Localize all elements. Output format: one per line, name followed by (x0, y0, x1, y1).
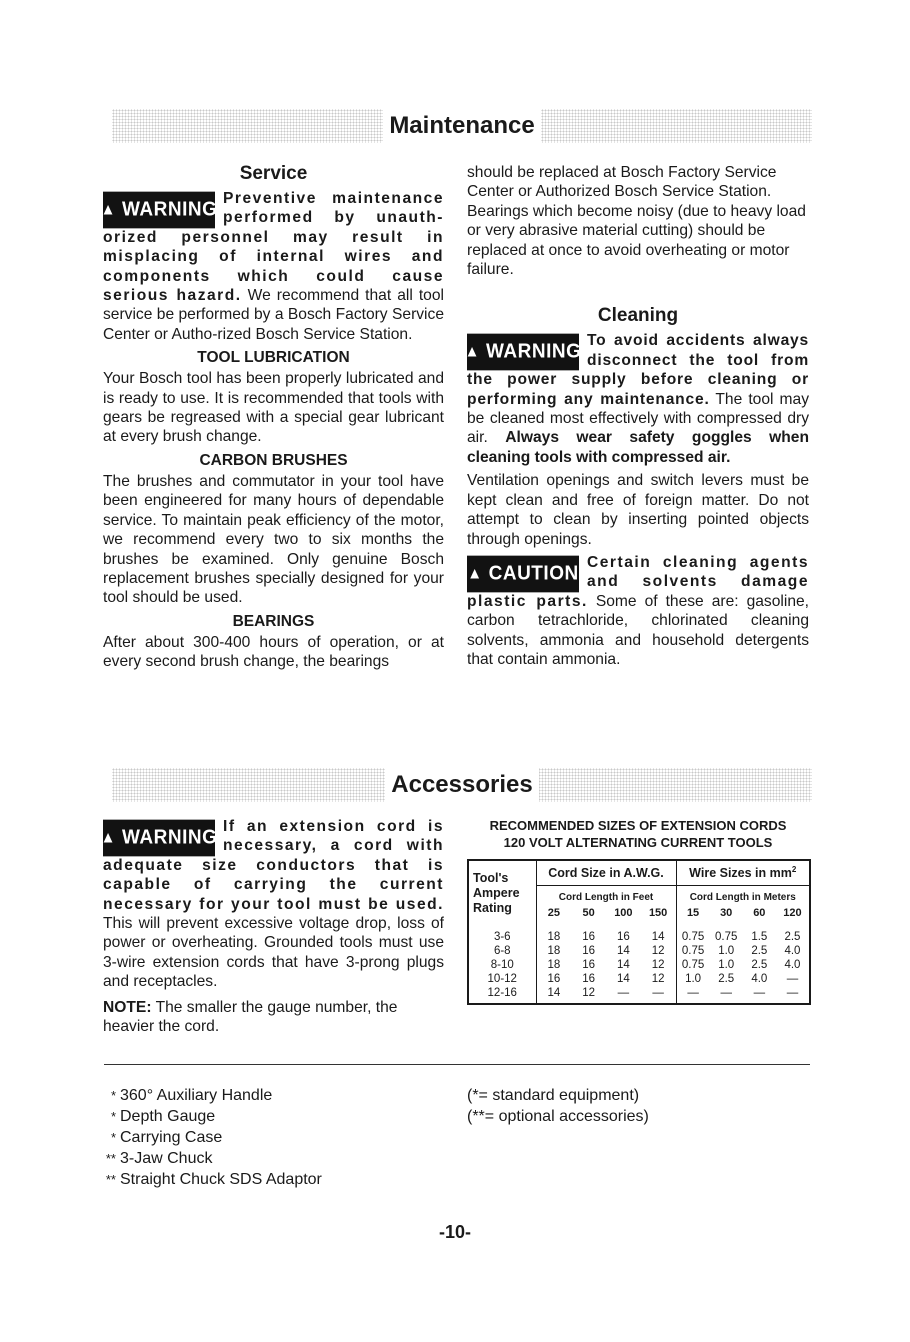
accessory-item (98, 1085, 322, 1106)
meters-value: 15 (686, 907, 700, 919)
accessory-mark: * (110, 1109, 116, 1124)
warning-triangle-icon: ▲ (100, 200, 117, 219)
cord-table (467, 859, 811, 1005)
cord-table-title-2: 120 VOLT ALTERNATING CURRENT TOOLS (503, 835, 773, 850)
awg-cells (536, 971, 676, 985)
amps-cell: 6-8 (493, 945, 511, 957)
tool-ampere-header: Tool's Ampere Rating (473, 871, 520, 915)
mm-value: 1.0 (685, 973, 702, 985)
awg-value: — (617, 987, 630, 999)
lubrication-body: Your Bosch tool has been properly lubricated and is ready to use. It is recommended that tools with gears be regreased with a special gear lubricant at every brush change. (103, 370, 444, 446)
bearings-body: After about 300-400 hours of operation, or at every second brush change, the bearings (103, 633, 444, 671)
caution-body: Some of these are: gasoline, carbon tetrachloride, chlorinated cleaning solvents, ammonia and household detergents that contain ammonia. (467, 592, 809, 668)
extension-body: This will prevent excessive voltage drop, loss of power or overheating. Grounded tools must use 3-wire extension cords that have 3-prong plugs and receptacles. (103, 915, 444, 991)
amps-cell: 10-12 (487, 973, 517, 985)
accessory-name: Carrying Case (120, 1129, 223, 1146)
awg-cells (536, 923, 676, 943)
mm-value: 0.75 (681, 959, 705, 971)
mm-value: 0.75 (681, 945, 705, 957)
cord-table-block (467, 817, 809, 1005)
mm-cells (676, 943, 810, 957)
cleaning-warning-text: To avoid accidents always disconnect the tool from the power supply before cleaning or performing any maintenance. (467, 332, 809, 408)
caution-label: ▲ CAUTION (467, 556, 579, 593)
accessory-item (98, 1169, 322, 1190)
accessory-list (98, 1085, 322, 1190)
cleaning-body-1: The tool may be cleaned most effectively with compressed dry air. (467, 390, 809, 447)
awg-value: 12 (582, 987, 596, 999)
accessory-name: 360° Auxiliary Handle (120, 1087, 273, 1104)
meters-value: 120 (783, 907, 802, 919)
note-paragraph (103, 998, 444, 1037)
mm-cells (676, 923, 810, 943)
cord-table-row (468, 943, 810, 957)
maintenance-left-column (100, 163, 444, 672)
awg-value: 12 (651, 973, 665, 985)
awg-value: — (652, 987, 664, 999)
cord-table-row (468, 985, 810, 1004)
legend-optional: (**= optional accessories) (467, 1108, 649, 1125)
awg-value: 14 (547, 987, 561, 999)
mm-value: 0.75 (681, 931, 705, 943)
warning-label: ▲ WARNING (103, 192, 215, 229)
awg-cells (536, 957, 676, 971)
maintenance-banner (112, 109, 812, 143)
cleaning-bold-2: Always wear safety goggles when cleaning tools with compressed air. (467, 429, 809, 466)
mm-value: — (687, 987, 699, 999)
mm-value: 2.5 (718, 973, 735, 985)
service-warning-text: Preventive maintenance performed by unauth-orized personnel may result in misplacing of internal wires and components which could cause serious hazard. (103, 190, 444, 305)
cleaning-heading: Cleaning (597, 305, 679, 327)
awg-value: 16 (582, 973, 596, 985)
warning-triangle-icon: ▲ (100, 828, 117, 847)
caution-text: Certain cleaning agents and solvents damage plastic parts. (467, 553, 809, 610)
awg-value: 16 (582, 931, 596, 943)
awg-value: 16 (582, 945, 596, 957)
mm-value: 2.5 (751, 945, 768, 957)
mm-header: Wire Sizes in $mm^2$ (676, 860, 810, 886)
extension-warning-text: If an extension cord is necessary, a cord with adequate size conductors that is capable of carrying the current necessary for your tool must be used. (103, 818, 444, 913)
warning-label: ▲ WARNING (103, 820, 215, 857)
awg-value: 14 (651, 931, 665, 943)
awg-value: 14 (616, 973, 630, 985)
accessory-name: Straight Chuck SDS Adaptor (120, 1171, 322, 1188)
bearings-heading: BEARINGS (232, 612, 315, 630)
mm-value: — (720, 987, 732, 999)
accessory-item (98, 1106, 322, 1127)
section-divider (104, 1064, 810, 1065)
mm-cells (676, 957, 810, 971)
meters-value: 60 (753, 907, 766, 919)
caution-triangle-icon: ▲ (467, 564, 483, 583)
awg-value: 12 (651, 945, 665, 957)
mm-value: 1.5 (751, 931, 768, 943)
accessory-item (98, 1148, 322, 1169)
brushes-heading: CARBON BRUSHES (199, 451, 348, 469)
note-text: The smaller the gauge number, the heavier the cord. (103, 998, 398, 1036)
feet-value: 25 (547, 907, 560, 919)
awg-cells (536, 943, 676, 957)
mm-value: 2.5 (751, 959, 768, 971)
feet-subheader: Cord Length in Feet 25 50 100 150 (536, 886, 676, 924)
awg-value: 16 (547, 973, 561, 985)
accessory-name: Depth Gauge (120, 1108, 216, 1125)
mm-value: 4.0 (751, 973, 768, 985)
cord-table-row (468, 971, 810, 985)
awg-value: 16 (582, 959, 596, 971)
cord-table-title-1: RECOMMENDED SIZES OF EXTENSION CORDS (489, 818, 787, 833)
warning-triangle-icon: ▲ (464, 343, 481, 362)
mm-value: 1.0 (718, 959, 735, 971)
accessory-mark: * (110, 1130, 116, 1145)
note-label: NOTE: (103, 998, 152, 1016)
accessory-mark: ** (105, 1172, 116, 1187)
service-heading: Service (239, 163, 308, 184)
cleaning-caution-paragraph (467, 553, 809, 669)
legend-standard: (*= standard equipment) (467, 1087, 640, 1104)
maintenance-right-column (464, 163, 809, 669)
cleaning-warning-paragraph (464, 331, 809, 467)
awg-header: Cord Size in A.W.G. (536, 860, 676, 886)
mm-cells (676, 971, 810, 985)
accessory-item (98, 1127, 322, 1148)
mm-value: 0.75 (714, 931, 738, 943)
accessory-name: 3-Jaw Chuck (120, 1150, 213, 1167)
feet-value: 100 (614, 907, 633, 919)
awg-value: 14 (616, 945, 630, 957)
meters-value: 30 (720, 907, 733, 919)
warning-label: ▲ WARNING (467, 334, 579, 371)
page-number: -10- (438, 1222, 471, 1242)
lubrication-heading: TOOL LUBRICATION (197, 349, 350, 367)
mm-value: — (786, 987, 799, 999)
cord-table-row (468, 923, 810, 943)
mm-value: 4.0 (784, 945, 801, 957)
cord-table-row (468, 957, 810, 971)
awg-value: 14 (616, 959, 630, 971)
awg-value: 12 (651, 959, 665, 971)
mm-cells (676, 985, 810, 1004)
mm-value: 2.5 (784, 931, 801, 943)
accessories-title: Accessories (385, 768, 538, 802)
brushes-body: The brushes and commutator in your tool have been engineered for many hours of dependable service. To maintain peak efficiency of the motor, we recommend every two to six months the brushes be examined. Only genuine Bosch replacement brushes specially designed for your tool should be used. (103, 472, 444, 607)
mm-value: 4.0 (784, 959, 801, 971)
extension-warning-paragraph (100, 817, 444, 992)
accessories-left-column (100, 817, 444, 1036)
accessory-mark: * (110, 1088, 116, 1103)
mm-value: 1.0 (718, 945, 735, 957)
cleaning-body-3: Ventilation openings and switch levers must be kept clean and free of foreign matter. Do not attempt to clean by inserting pointed objects through openings. (467, 472, 809, 548)
awg-value: 18 (547, 945, 561, 957)
service-body: We recommend that all tool service be performed by a Bosch Factory Service Center or Autho-rized Bosch Service Station. (103, 287, 444, 343)
maintenance-title: Maintenance (383, 109, 540, 143)
awg-value: 18 (547, 959, 561, 971)
bearings-body-continued: should be replaced at Bosch Factory Service Center or Authorized Bosch Service Station. Bearings which become noisy (due to heavy load or very abrasive material cutting) should be replaced at once to avoid overheating or motor failure. (467, 164, 806, 279)
feet-value: 150 (648, 907, 668, 919)
feet-value: 50 (582, 907, 595, 919)
awg-cells (536, 985, 676, 1004)
service-paragraph (100, 189, 444, 344)
awg-value: 16 (616, 931, 630, 943)
accessory-legend (467, 1085, 649, 1127)
awg-value: 18 (547, 931, 561, 943)
amps-cell: 3-6 (493, 931, 511, 943)
meters-subheader: Cord Length in Meters 15 30 60 120 (676, 886, 810, 924)
cord-table-header-row (468, 860, 810, 886)
amps-cell: 8-10 (490, 959, 514, 971)
accessory-mark: ** (105, 1151, 116, 1166)
accessories-banner (112, 768, 812, 802)
mm-value: — (753, 987, 766, 999)
amps-cell: 12-16 (487, 987, 517, 999)
mm-value: — (786, 973, 799, 985)
